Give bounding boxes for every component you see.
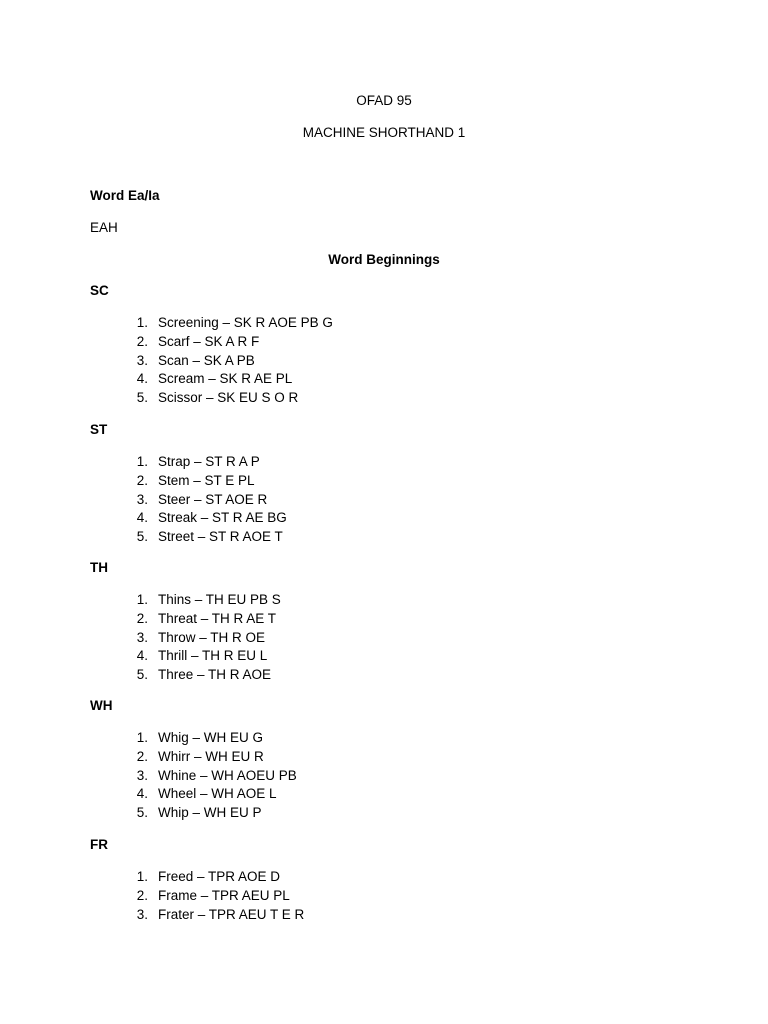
section-heading-st: ST (90, 422, 108, 437)
list-item (0, 786, 768, 802)
list-item-number: 2. (136, 472, 148, 488)
section-heading-wh: WH (90, 698, 113, 713)
list-item-text: Steer – ST AOE R (158, 491, 268, 507)
word-ea-stroke: EAH (90, 220, 118, 235)
list-item (0, 907, 768, 923)
list-item-number: 4. (136, 786, 148, 802)
list-item-text: Thrill – TH R EU L (158, 648, 268, 664)
list-item-text: Scan – SK A PB (158, 352, 255, 368)
word-ea-heading: Word Ea/Ia (90, 188, 160, 203)
list-item-text: Screening – SK R AOE PB G (158, 315, 333, 330)
list-item (0, 353, 768, 369)
list-item (0, 888, 768, 904)
list-item-text: Frame – TPR AEU PL (158, 887, 290, 903)
list-item-number: 2. (136, 748, 148, 764)
list-item-number: 1. (136, 454, 148, 469)
list-item-number: 1. (136, 730, 148, 745)
list-item-text: Streak – ST R AE BG (158, 510, 287, 526)
list-item-number: 4. (136, 371, 148, 387)
list-item-text: Whine – WH AOEU PB (158, 767, 297, 783)
list-item-number: 3. (136, 767, 148, 783)
section-heading-th: TH (90, 560, 108, 575)
list-item-text: Freed – TPR AOE D (158, 869, 281, 884)
list-item-text: Frater – TPR AEU T E R (158, 906, 305, 922)
list-item (0, 371, 768, 387)
list-item (0, 510, 768, 526)
list-item-number: 1. (136, 869, 148, 884)
list-item (0, 592, 768, 608)
section-heading-sc: SC (90, 283, 109, 298)
list-item-text: Whip – WH EU P (158, 805, 262, 821)
list-item-text: Throw – TH R OE (158, 629, 266, 645)
list-item (0, 611, 768, 627)
list-item-text: Three – TH R AOE (158, 667, 272, 683)
word-beginnings-title: Word Beginnings (328, 252, 440, 267)
list-item-text: Whig – WH EU G (158, 730, 264, 745)
list-item (0, 315, 768, 331)
list-item (0, 805, 768, 821)
list-item (0, 768, 768, 784)
list-item (0, 630, 768, 646)
list-item-text: Scissor – SK EU S O R (158, 390, 299, 406)
list-item-number: 5. (136, 805, 148, 821)
list-item-number: 5. (136, 390, 148, 406)
list-item-number: 1. (136, 315, 148, 330)
list-item-text: Stem – ST E PL (158, 472, 255, 488)
list-item-text: Scarf – SK A R F (158, 333, 260, 349)
list-item (0, 667, 768, 683)
list-item (0, 492, 768, 508)
section-heading-fr: FR (90, 837, 108, 852)
list-item-number: 2. (136, 333, 148, 349)
list-item-number: 3. (136, 352, 148, 368)
list-item (0, 473, 768, 489)
list-item-text: Thins – TH EU PB S (158, 592, 281, 607)
list-item (0, 730, 768, 746)
list-item-text: Whirr – WH EU R (158, 748, 264, 764)
list-item-text: Wheel – WH AOE L (158, 786, 277, 802)
document-title: MACHINE SHORTHAND 1 (302, 125, 466, 140)
list-item-number: 3. (136, 491, 148, 507)
list-item-number: 2. (136, 887, 148, 903)
list-item-number: 2. (136, 610, 148, 626)
list-item (0, 648, 768, 664)
list-item-number: 4. (136, 510, 148, 526)
list-item (0, 869, 768, 885)
list-item (0, 529, 768, 545)
list-item-number: 5. (136, 667, 148, 683)
list-item-number: 4. (136, 648, 148, 664)
list-item (0, 749, 768, 765)
list-item-number: 3. (136, 906, 148, 922)
list-item-text: Strap – ST R A P (158, 454, 260, 469)
list-item-text: Scream – SK R AE PL (158, 371, 293, 387)
list-item-number: 5. (136, 529, 148, 545)
list-item (0, 390, 768, 406)
list-item-number: 1. (136, 592, 148, 607)
list-item (0, 454, 768, 470)
list-item (0, 334, 768, 350)
list-item-text: Threat – TH R AE T (158, 610, 277, 626)
list-item-number: 3. (136, 629, 148, 645)
list-item-text: Street – ST R AOE T (158, 529, 283, 545)
course-code: OFAD 95 (356, 93, 412, 108)
